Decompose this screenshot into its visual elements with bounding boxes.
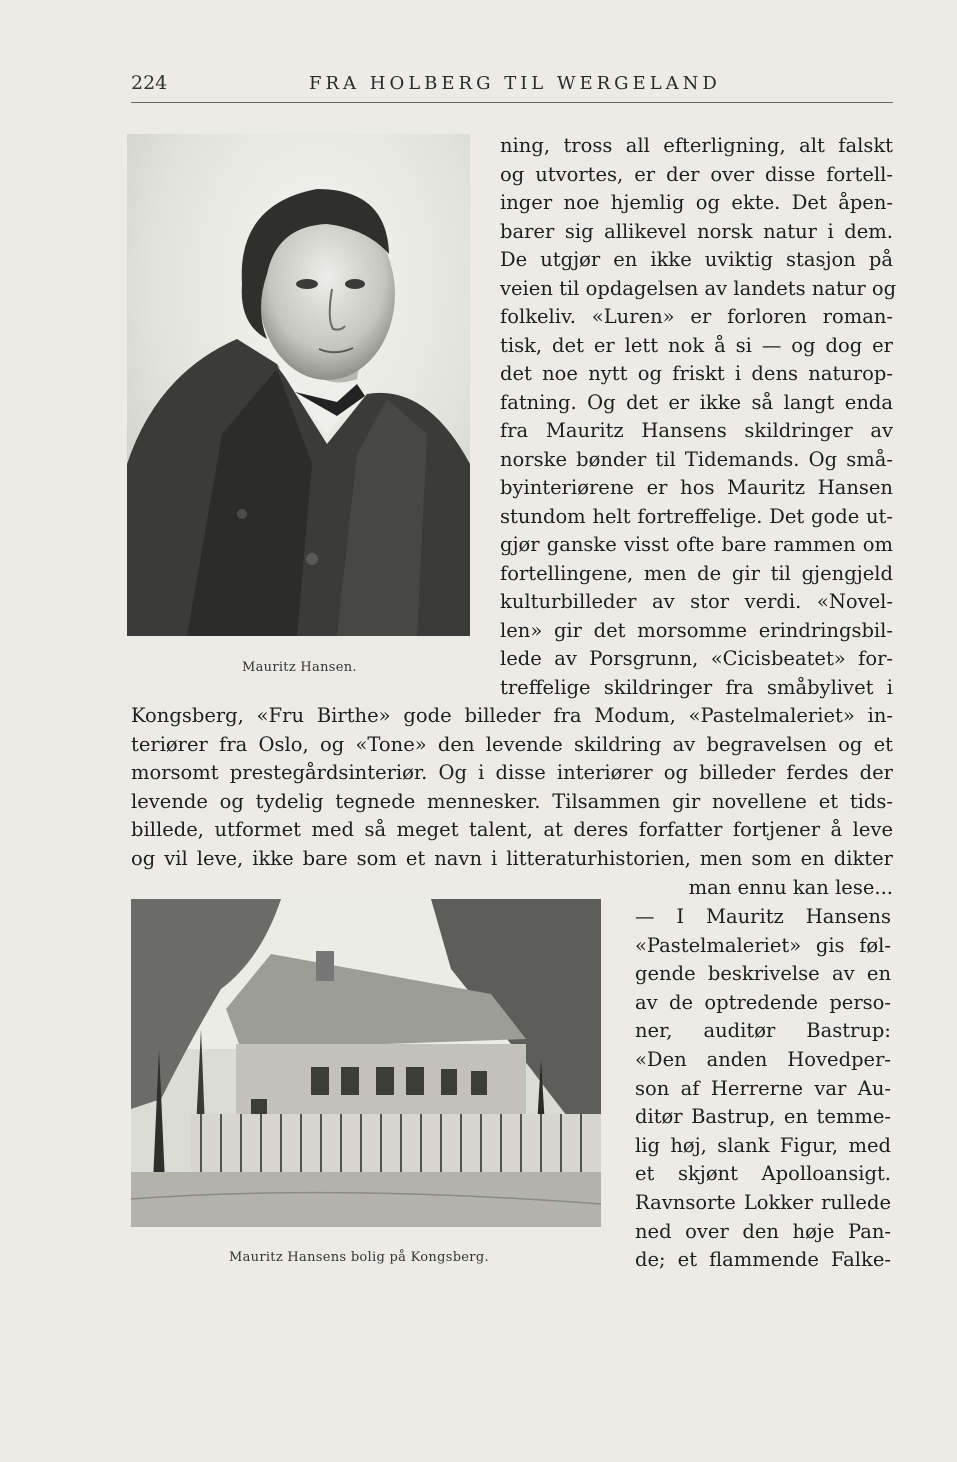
text-line: det noe nytt og friskt i dens naturop- [500, 362, 893, 385]
text-line: teriører fra Oslo, og «Tone» den levende skildring av begravelsen og et [131, 732, 893, 756]
text-line: Kongsberg, «Fru Birthe» gode billeder fra Modum, «Pastelmaleriet» in- [131, 704, 893, 727]
text-line: treffelige skildringer fra småbylivet i [500, 675, 893, 699]
text-line: barer sig allikevel norsk natur i dem. [500, 219, 893, 243]
text-line: len» gir det morsomme erindringsbil- [500, 618, 893, 642]
text-line: de; et flammende Falke- [635, 1248, 891, 1272]
text-line: kulturbilleder av stor verdi. «Novel- [500, 590, 893, 613]
house-caption: Mauritz Hansens bolig på Kongsberg. [229, 1250, 489, 1265]
running-header [131, 72, 893, 103]
text-line: — I Mauritz Hansens [635, 905, 891, 928]
text-line: byinteriørene er hos Mauritz Hansen [500, 476, 893, 499]
text-line: lede av Porsgrunn, «Cicisbeatet» for- [500, 647, 893, 670]
text-line: folkeliv. «Luren» er forloren roman- [500, 305, 893, 328]
text-line: «Pastelmaleriet» gis føl- [635, 933, 891, 957]
text-line: Ravnsorte Lokker rullede [635, 1191, 891, 1214]
text-line: fatning. Og det er ikke så langt enda [500, 390, 893, 414]
page-number: 224 [131, 72, 168, 94]
house-illustration [131, 899, 601, 1227]
text-line: norske bønder til Tidemands. Og små- [500, 447, 893, 471]
portrait-illustration [127, 134, 470, 636]
text-line: morsomt prestegårdsinteriør. Og i disse interiører og billeder ferdes der [131, 761, 893, 785]
running-title: FRA HOLBERG TIL WERGELAND [309, 73, 721, 94]
text-line: og utvortes, er der over disse fortell- [500, 162, 893, 186]
text-line: stundom helt fortreffelige. Det gode ut- [500, 504, 893, 528]
text-line: fortellingene, men de gir til gjengjeld [500, 561, 893, 585]
text-line: levende og tydelig tegnede mennesker. Tilsammen gir novellene et tids- [131, 789, 893, 813]
text-line: inger noe hjemlig og ekte. Det åpen- [500, 191, 893, 214]
text-line: gende beskrivelse av en [635, 962, 891, 986]
text-line: et skjønt Apolloansigt. [635, 1162, 891, 1186]
text-line: ditør Bastrup, en temme- [635, 1105, 891, 1129]
text-line: ner, auditør Bastrup: [635, 1019, 891, 1043]
text-line: gjør ganske visst ofte bare rammen om [500, 533, 893, 556]
text-line: ned over den høje Pan- [635, 1219, 891, 1243]
text-line: De utgjør en ikke uviktig stasjon på [500, 248, 893, 271]
text-line: fra Mauritz Hansens skildringer av [500, 419, 893, 442]
text-line: veien til opdagelsen av landets natur og [500, 276, 897, 300]
text-line: son af Herrerne var Au- [635, 1076, 891, 1100]
text-line: «Den anden Hovedper- [635, 1048, 891, 1071]
portrait-caption: Mauritz Hansen. [242, 660, 357, 675]
text-line: tisk, det er lett nok å si — og dog er [500, 333, 893, 357]
text-line: man ennu kan lese... [688, 876, 893, 899]
text-line: ning, tross all efterligning, alt falskt [500, 134, 893, 157]
text-line: av de optredende perso- [635, 990, 891, 1014]
text-line: og vil leve, ikke bare som et navn i litteraturhistorien, men som en dikter [131, 847, 893, 870]
text-line: lig høj, slank Figur, med [635, 1133, 891, 1157]
text-line: billede, utformet med så meget talent, at deres forfatter fortjener å leve [131, 818, 893, 842]
